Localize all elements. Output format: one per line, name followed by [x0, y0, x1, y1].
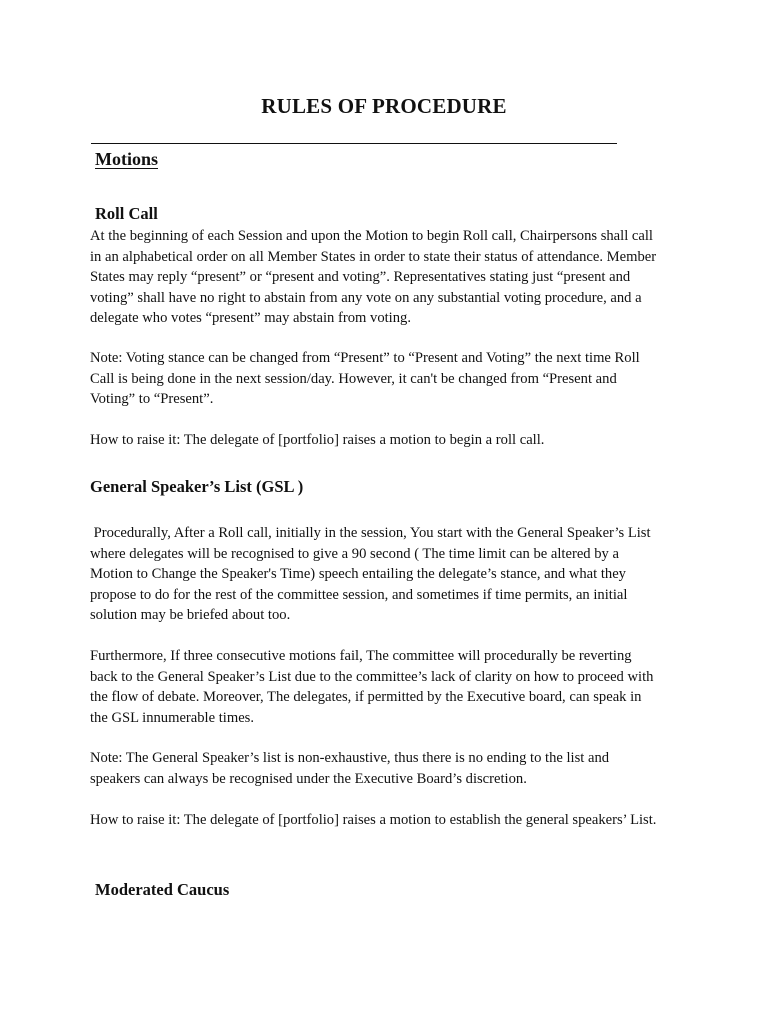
roll-call-how-to — [90, 430, 690, 451]
text-line: delegate who votes “present” may abstain from voting. — [90, 310, 411, 327]
document-title: RULES OF PROCEDURE — [261, 94, 507, 118]
gsl-how-to — [90, 810, 690, 831]
text-line: propose to do for the rest of the committee session, and sometimes if time permits, an initial — [90, 586, 628, 603]
text-line: How to raise it: The delegate of [portfolio] raises a motion to begin a roll call. — [90, 432, 545, 448]
text-line: Furthermore, If three consecutive motions fail, The committee will procedurally be reverting — [90, 648, 632, 664]
text-line: At the beginning of each Session and upon the Motion to begin Roll call, Chairpersons shall call — [90, 228, 653, 244]
text-line: How to raise it: The delegate of [portfolio] raises a motion to establish the general speakers’ List. — [90, 812, 657, 828]
text-line: in an alphabetical order on all Member States in order to state their status of attendance. Member — [90, 248, 657, 265]
roll-call-note — [90, 348, 690, 410]
roll-call-paragraph — [90, 226, 690, 329]
roll-call-heading: Roll Call — [95, 204, 158, 223]
gsl-paragraph-1 — [90, 523, 690, 626]
section-heading-motions: Motions — [95, 149, 158, 169]
text-line: voting” shall have no right to abstain from any vote on any substantial voting procedure, and a — [90, 289, 642, 306]
text-line: Call is being done in the next session/day. However, it can't be changed from “Present and — [90, 370, 617, 387]
text-line: where delegates will be recognised to give a 90 second ( The time limit can be altered by a — [90, 545, 619, 562]
gsl-note — [90, 748, 690, 789]
title-divider — [91, 143, 617, 144]
text-line: States may reply “present” or “present and voting”. Representatives stating just “present and — [90, 269, 631, 286]
text-line: Voting” to “Present”. — [90, 391, 214, 408]
text-line: the GSL innumerable times. — [90, 709, 255, 726]
text-line: Motion to Change the Speaker's Time) speech entailing the delegate’s stance, and what they — [90, 566, 626, 583]
gsl-heading: General Speaker’s List (GSL ) — [90, 477, 304, 496]
gsl-paragraph-2 — [90, 646, 690, 728]
text-line: Procedurally, After a Roll call, initially in the session, You start with the General Speaker’s List — [90, 525, 651, 541]
moderated-caucus-heading: Moderated Caucus — [95, 880, 230, 899]
text-line: speakers can always be recognised under the Executive Board’s discretion. — [90, 770, 527, 787]
text-line: Note: The General Speaker’s list is non-exhaustive, thus there is no ending to the list and — [90, 750, 610, 766]
text-line: back to the General Speaker’s List due to the committee’s lack of clarity on how to proceed with — [90, 668, 654, 685]
text-line: Note: Voting stance can be changed from “Present” to “Present and Voting” the next time Roll — [90, 350, 640, 366]
text-line: solution may be briefed about too. — [90, 607, 291, 624]
text-line: the flow of debate. Moreover, The delegates, if permitted by the Executive board, can speak in — [90, 689, 642, 706]
